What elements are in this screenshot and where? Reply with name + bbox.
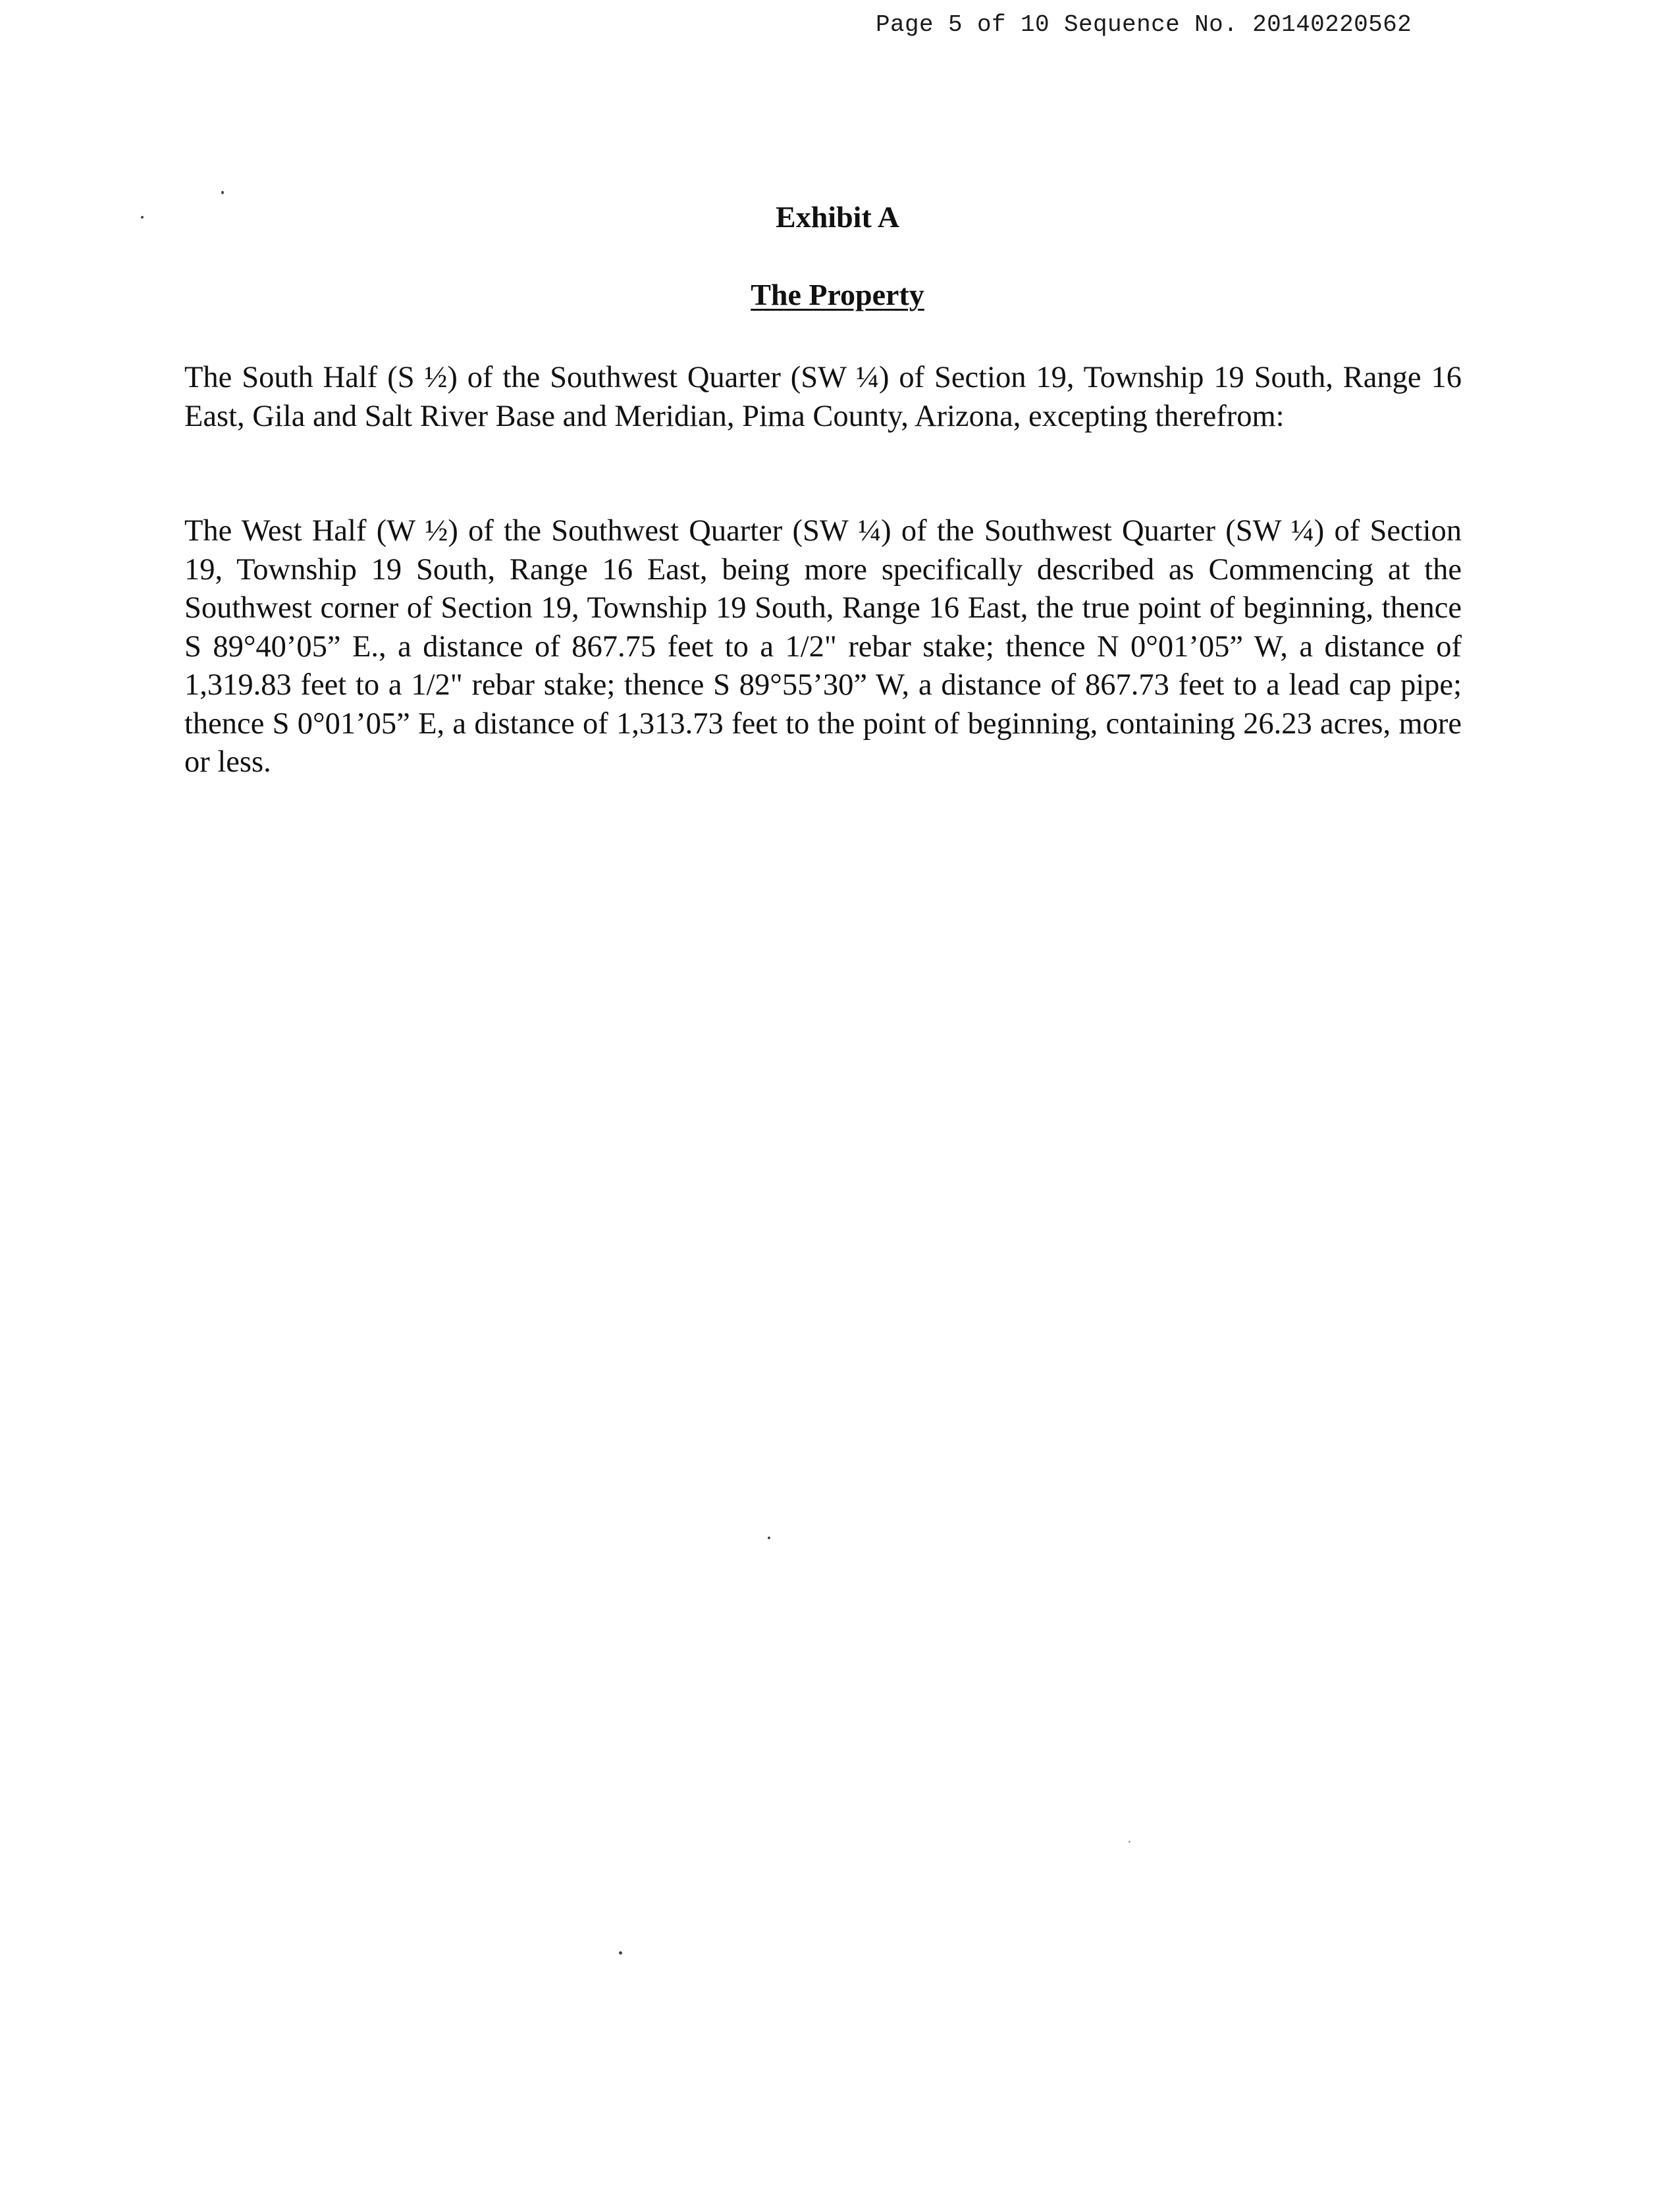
- exhibit-subtitle: [0, 275, 1675, 315]
- scan-speck: [619, 1951, 622, 1955]
- scan-speck: [221, 191, 224, 194]
- scan-speck: [141, 216, 144, 219]
- scan-speck: [1129, 1841, 1130, 1843]
- scan-speck: [768, 1537, 770, 1539]
- exhibit-title: Exhibit A: [776, 200, 899, 234]
- property-description-paragraph: The South Half (S ½) of the Southwest Quarter (SW ¼) of Section 19, Township 19 South, Range 16 East, Gila and Salt River Base and Meridian, Pima County, Arizona, excepting therefrom:: [184, 361, 1462, 433]
- page-header: Page 5 of 10 Sequence No. 20140220562: [876, 11, 1412, 38]
- exhibit-subtitle-text: The Property: [751, 278, 924, 311]
- exception-description-paragraph: The West Half (W ½) of the Southwest Quarter (SW ¼) of the Southwest Quarter (SW ¼) of Section 19, Township 19 South, Range 16 East, being more specifically described as Commencing at the Southwest corner of Section 19, Township 19 South, Range 16 East, the true point of beginning, thence S 89°40’05” E., a distance of 867.75 feet to a 1/2" rebar stake; thence N 0°01’05” W, a distance of 1,319.83 feet to a 1/2" rebar stake; thence S 89°55’30” W, a distance of 867.73 feet to a lead cap pipe; thence S 0°01’05” E, a distance of 1,313.73 feet to the point of beginning, containing 26.23 acres, more or less.: [184, 514, 1462, 779]
